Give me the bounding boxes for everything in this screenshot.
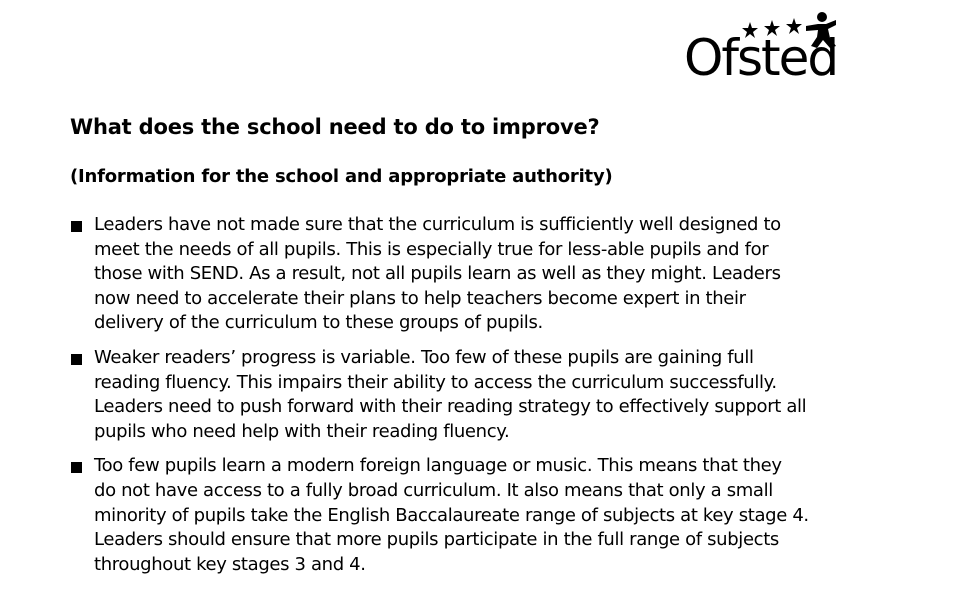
list-item: [70, 346, 850, 444]
line: Leaders have not made sure that the curriculum is sufficiently well designed to: [94, 214, 781, 235]
list-item: [70, 213, 850, 336]
improvement-list: [70, 213, 850, 587]
square-bullet-icon: [71, 462, 82, 473]
line: Leaders should ensure that more pupils participate in the full range of subjects: [94, 529, 779, 551]
line: Too few pupils learn a modern foreign language or music. This means that they: [94, 455, 782, 477]
ofsted-logo: [684, 12, 836, 92]
page-subtitle: (Information for the school and appropriate authority): [70, 166, 613, 187]
square-bullet-icon: [71, 354, 82, 365]
line: reading fluency. This impairs their ability to access the curriculum successfully.: [94, 371, 777, 393]
line: delivery of the curriculum to these groups of pupils.: [94, 312, 543, 334]
list-item: [70, 454, 850, 577]
line: Leaders need to push forward with their reading strategy to effectively support all: [94, 396, 807, 418]
square-bullet-icon: [71, 221, 82, 232]
line: throughout key stages 3 and 4.: [94, 553, 366, 575]
line: now need to accelerate their plans to help teachers become expert in their: [94, 287, 746, 309]
ofsted-wordmark: Ofsted: [684, 29, 838, 87]
page-title: What does the school need to do to improve?: [70, 115, 600, 139]
line: do not have access to a fully broad curriculum. It also means that only a small: [94, 479, 773, 501]
line: meet the needs of all pupils. This is especially true for less-able pupils and for: [94, 238, 769, 260]
line: Weaker readers’ progress is variable. Too few of these pupils are gaining full: [94, 346, 754, 368]
line: pupils who need help with their reading fluency.: [94, 420, 510, 442]
line: those with SEND. As a result, not all pupils learn as well as they might. Leaders: [94, 263, 781, 285]
line: minority of pupils take the English Baccalaureate range of subjects at key stage 4.: [94, 504, 809, 526]
